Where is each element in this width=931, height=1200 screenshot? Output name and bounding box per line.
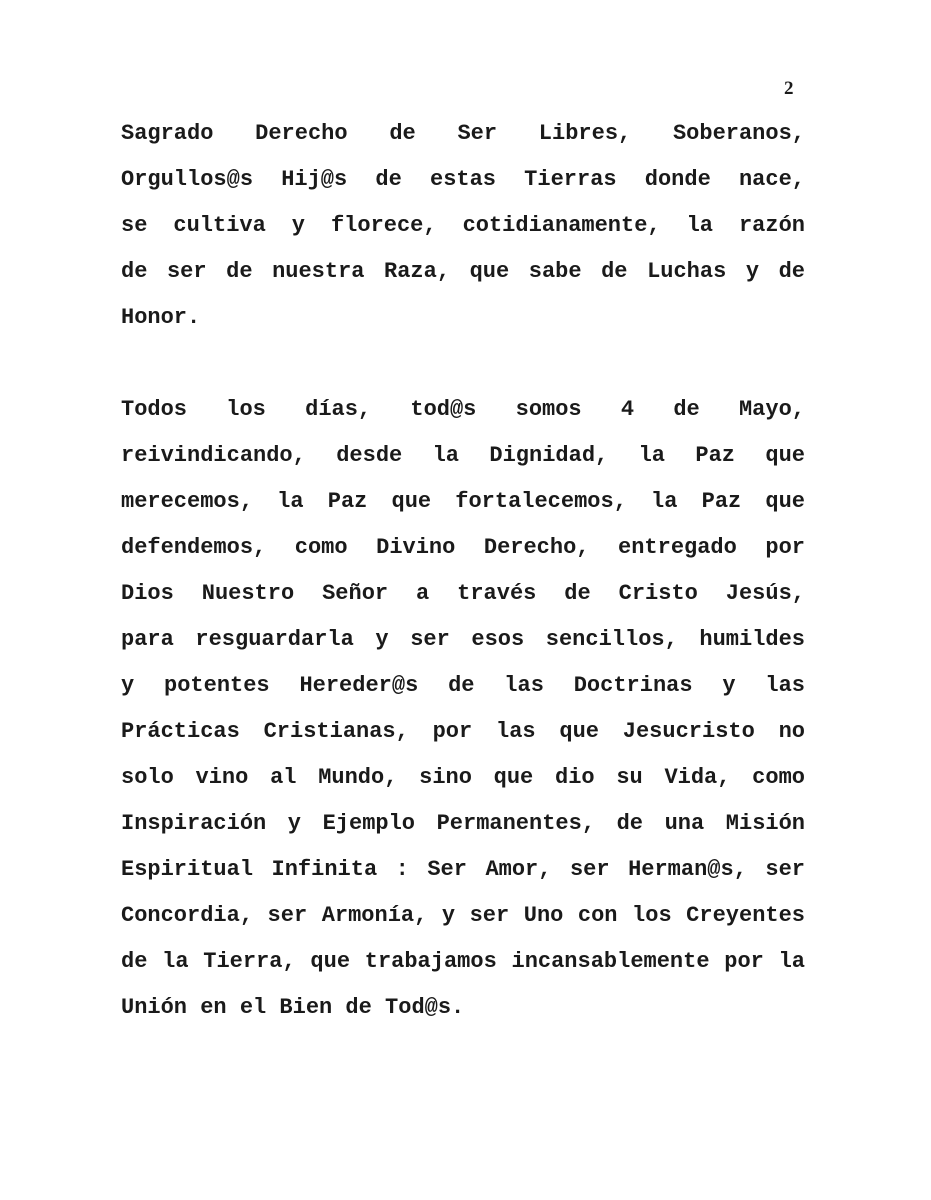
text-line: de la Tierra, que trabajamos incansablemente por la [121,949,805,974]
paragraph-2 [121,387,805,1031]
text-line: Orgullos@s Hij@s de estas Tierras donde nace, [121,167,805,192]
text-line: Todos los días, tod@s somos 4 de Mayo, [121,397,805,422]
text-line: reivindicando, desde la Dignidad, la Paz que [121,443,805,468]
text-line: Sagrado Derecho de Ser Libres, Soberanos, [121,121,805,146]
text-line: Inspiración y Ejemplo Permanentes, de una Misión [121,811,805,836]
text-line: y potentes Hereder@s de las Doctrinas y las [121,673,805,698]
paragraph-1 [121,111,805,341]
text-line: Unión en el Bien de Tod@s. [121,995,465,1020]
text-line: para resguardarla y ser esos sencillos, humildes [121,627,805,652]
text-line: Honor. [121,305,201,330]
text-line: defendemos, como Divino Derecho, entregado por [121,535,805,560]
text-line: Concordia, ser Armonía, y ser Uno con los Creyentes [121,903,805,928]
text-line: Prácticas Cristianas, por las que Jesucristo no [121,719,805,744]
text-line: de ser de nuestra Raza, que sabe de Luchas y de [121,259,805,284]
text-line: Espiritual Infinita : Ser Amor, ser Herman@s, ser [121,857,805,882]
page-number: 2 [784,78,794,99]
text-line: solo vino al Mundo, sino que dio su Vida, como [121,765,805,790]
text-line: se cultiva y florece, cotidianamente, la razón [121,213,805,238]
text-line: Dios Nuestro Señor a través de Cristo Jesús, [121,581,805,606]
text-line: merecemos, la Paz que fortalecemos, la Paz que [121,489,805,514]
